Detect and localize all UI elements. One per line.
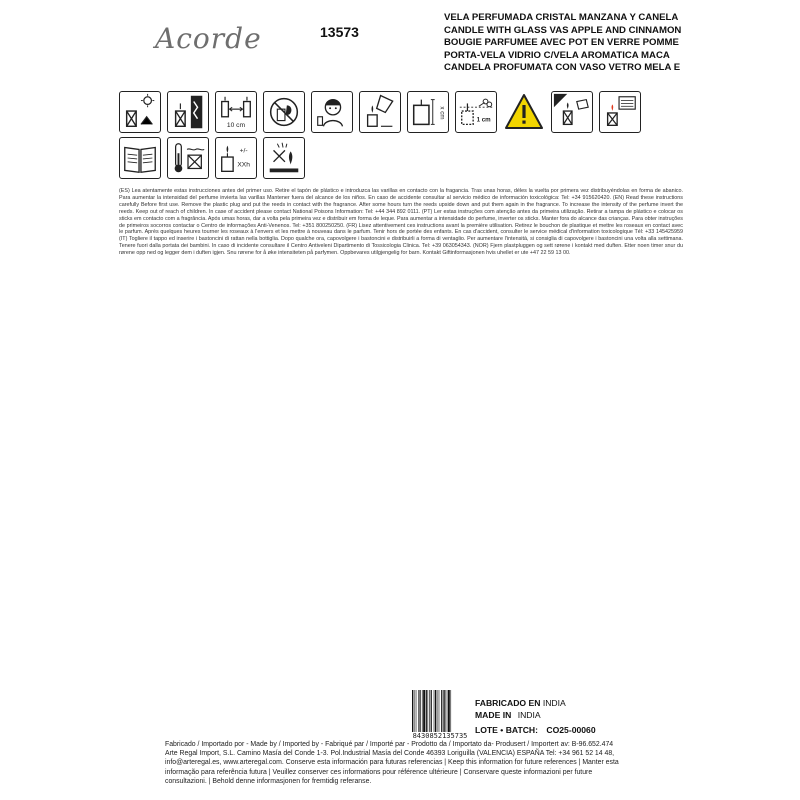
wick-length-icon bbox=[407, 91, 449, 133]
no-pets-near-icon bbox=[263, 91, 305, 133]
batch-label: LOTE • BATCH: bbox=[475, 725, 538, 735]
burn-time-icon bbox=[215, 137, 257, 179]
made-in-en-row bbox=[475, 709, 596, 721]
barcode-number: 8430852135735 bbox=[412, 732, 468, 740]
title-it: CANDELA PROFUMATA CON VASO VETRO MELA E bbox=[444, 62, 681, 74]
title-fr: BOUGIE PARFUMEE AVEC POT EN VERRE POMME bbox=[444, 37, 679, 49]
origin-info bbox=[475, 697, 596, 736]
distance-label: 10 cm bbox=[226, 122, 246, 130]
icon-row-1 bbox=[119, 91, 679, 133]
title-es: VELA PERFUMADA CRISTAL MANZANA Y CANELA bbox=[444, 12, 679, 23]
made-in-es-row bbox=[475, 697, 596, 709]
made-in-en-value: INDIA bbox=[517, 710, 541, 720]
extinguish-icon bbox=[359, 91, 401, 133]
batch-row bbox=[475, 724, 596, 736]
barcode bbox=[411, 690, 469, 740]
footer-line-2: Arte Regal Import, S.L. Camino Masía del Conde 1-3. Pol.Industrial Masía del Conde 46393 Loriguilla (VALENCIA) ESPAÑA Tel: +34 961 52 14 48, bbox=[165, 750, 615, 758]
made-in-es-label: FABRICADO EN bbox=[475, 698, 541, 708]
made-in-es-value: INDIA bbox=[542, 698, 566, 708]
wick-length-label: x cm bbox=[438, 106, 446, 120]
footer-line-5: consultazioni. | Behold denne informasjonen for fremtidig referanse. bbox=[165, 777, 372, 785]
trim-label: 1 cm bbox=[476, 116, 491, 124]
batch-value: CO25-00060 bbox=[546, 725, 596, 735]
no-heat-surface-icon bbox=[167, 137, 209, 179]
safety-icons bbox=[119, 91, 679, 183]
no-sun-heat-icon bbox=[119, 91, 161, 133]
burn-hours-label: XXh bbox=[237, 161, 250, 169]
icon-row-2 bbox=[119, 137, 679, 179]
no-flammable-near-icon bbox=[551, 91, 593, 133]
made-in-en-label: MADE IN bbox=[475, 710, 512, 720]
footer-line-4: informação para referência futura | Veuillez conserver ces informations pour référence ultérieure | Conservare queste informazioni per future bbox=[165, 768, 593, 776]
burn-tolerance-label: +/- bbox=[239, 147, 248, 155]
no-draft-icon bbox=[167, 91, 209, 133]
read-instructions-icon bbox=[119, 137, 161, 179]
no-burning-unattended-icon bbox=[599, 91, 641, 133]
no-water-extinguish-icon bbox=[263, 137, 305, 179]
warning-icon bbox=[503, 91, 545, 133]
usage-instructions: (ES) Lea atentamente estas instrucciones antes del primer uso. Retire el tapón de plástico e introduzca las varillas en contacto con la fragancia. Tras unas horas, déles la vuelta por primera vez distribuyéndolas en forma de abanico. Para aumentar la intensidad del perfume invierta las varillas Mantener fuera del alcance de los niños. En caso de accidente consultar al servicio médico de información toxicológica: Tel: +34 915620420. (EN) Read these instructions carefully Before first use. Remove the plastic plug and put the reeds in contact with the fragrance. After some hours turn the reeds upside down and put them again in the fragrance. To increase the intensity of the perfume invert the reeds. Keep out of reach of children. In case of accident please contact National Poisons Information: Tel: +44 344 892 0111. (PT) Ler estas instruções com atenção antes da primeira utilização. Retirar a tampa de plástico e colocar os sticks em contacto com a fragrância. Após umas horas, dar a volta pela primeira vez e distribuir em forma de leque. Para aumentar a intensidade do perfume, inverter os sticks. Manter fora do alcance das crianças. Para obter instruções de primeiros socorros contactar o Centro de informações Anti-Venenos. Tel: +351 800250250. (FR) Lisez attentivement ces instructions avant la première utilisation. Retirez le bouchon de plastique et mettre les roseaux en contact avec le parfum. Après quelques heures tourner les roseaux à l'envers et les mettre à nouveau dans le parfum. Tenir hors de portée des enfants. En cas d'accident, consulter le service médical d'information toxicologique Tél: +33 145425959 (IT) Togliere il tappo ed inserire i bastoncini di rattan nella bottiglia. Dopo qualche ora, capovolgere i bastoncini e distribuirli a forma di ventaglio. Per aumentare l'intensità, si consiglia di capovolgere i bastoncini una volta alla settimana. Tenere fuori dalla portata dei bambini. In caso di incidente consultare il Centro Antiveleni Dipartimento di Tossicologia Clinica. Tel: +39 063054343. (NOR) Fjern plastpluggen og sett rørene i kontakt med duften. Etter noen timer snur du rørene opp ned og legger dem i duften igjen. Snu rørene for å øke intensiteten på parfymen. Oppbevares utilgjengelig for barn. Kontakt Giftinformasjonen hvis uhellet er ute +47 22 59 13 00. bbox=[119, 188, 683, 257]
footer-line-1: Fabricado / Importado por - Made by / Imported by - Fabriqué par / Importé par - Prodotto da / Importato da- Produsert / Importert av: B-96.652.474 bbox=[165, 741, 614, 748]
keep-from-children-icon bbox=[311, 91, 353, 133]
product-titles bbox=[444, 12, 704, 75]
brand-logo-text: Acorde bbox=[155, 22, 262, 55]
barcode-bars bbox=[411, 690, 469, 732]
distance-10cm-icon bbox=[215, 91, 257, 133]
trim-wick-icon bbox=[455, 91, 497, 133]
title-pt: PORTA-VELA VIDRIO C/VELA AROMATICA MACA bbox=[444, 49, 670, 61]
title-en: CANDLE WITH GLASS VAS APPLE AND CINNAMON bbox=[444, 24, 682, 36]
brand-logo bbox=[155, 22, 262, 55]
manufacturer-footer bbox=[165, 740, 635, 786]
product-reference: 13573 bbox=[320, 24, 359, 40]
footer-line-3: info@arteregal.es, www.arteregal.com. Conserve esta información para futuras referencias | Keep this information for future references | Manter esta bbox=[165, 759, 619, 767]
